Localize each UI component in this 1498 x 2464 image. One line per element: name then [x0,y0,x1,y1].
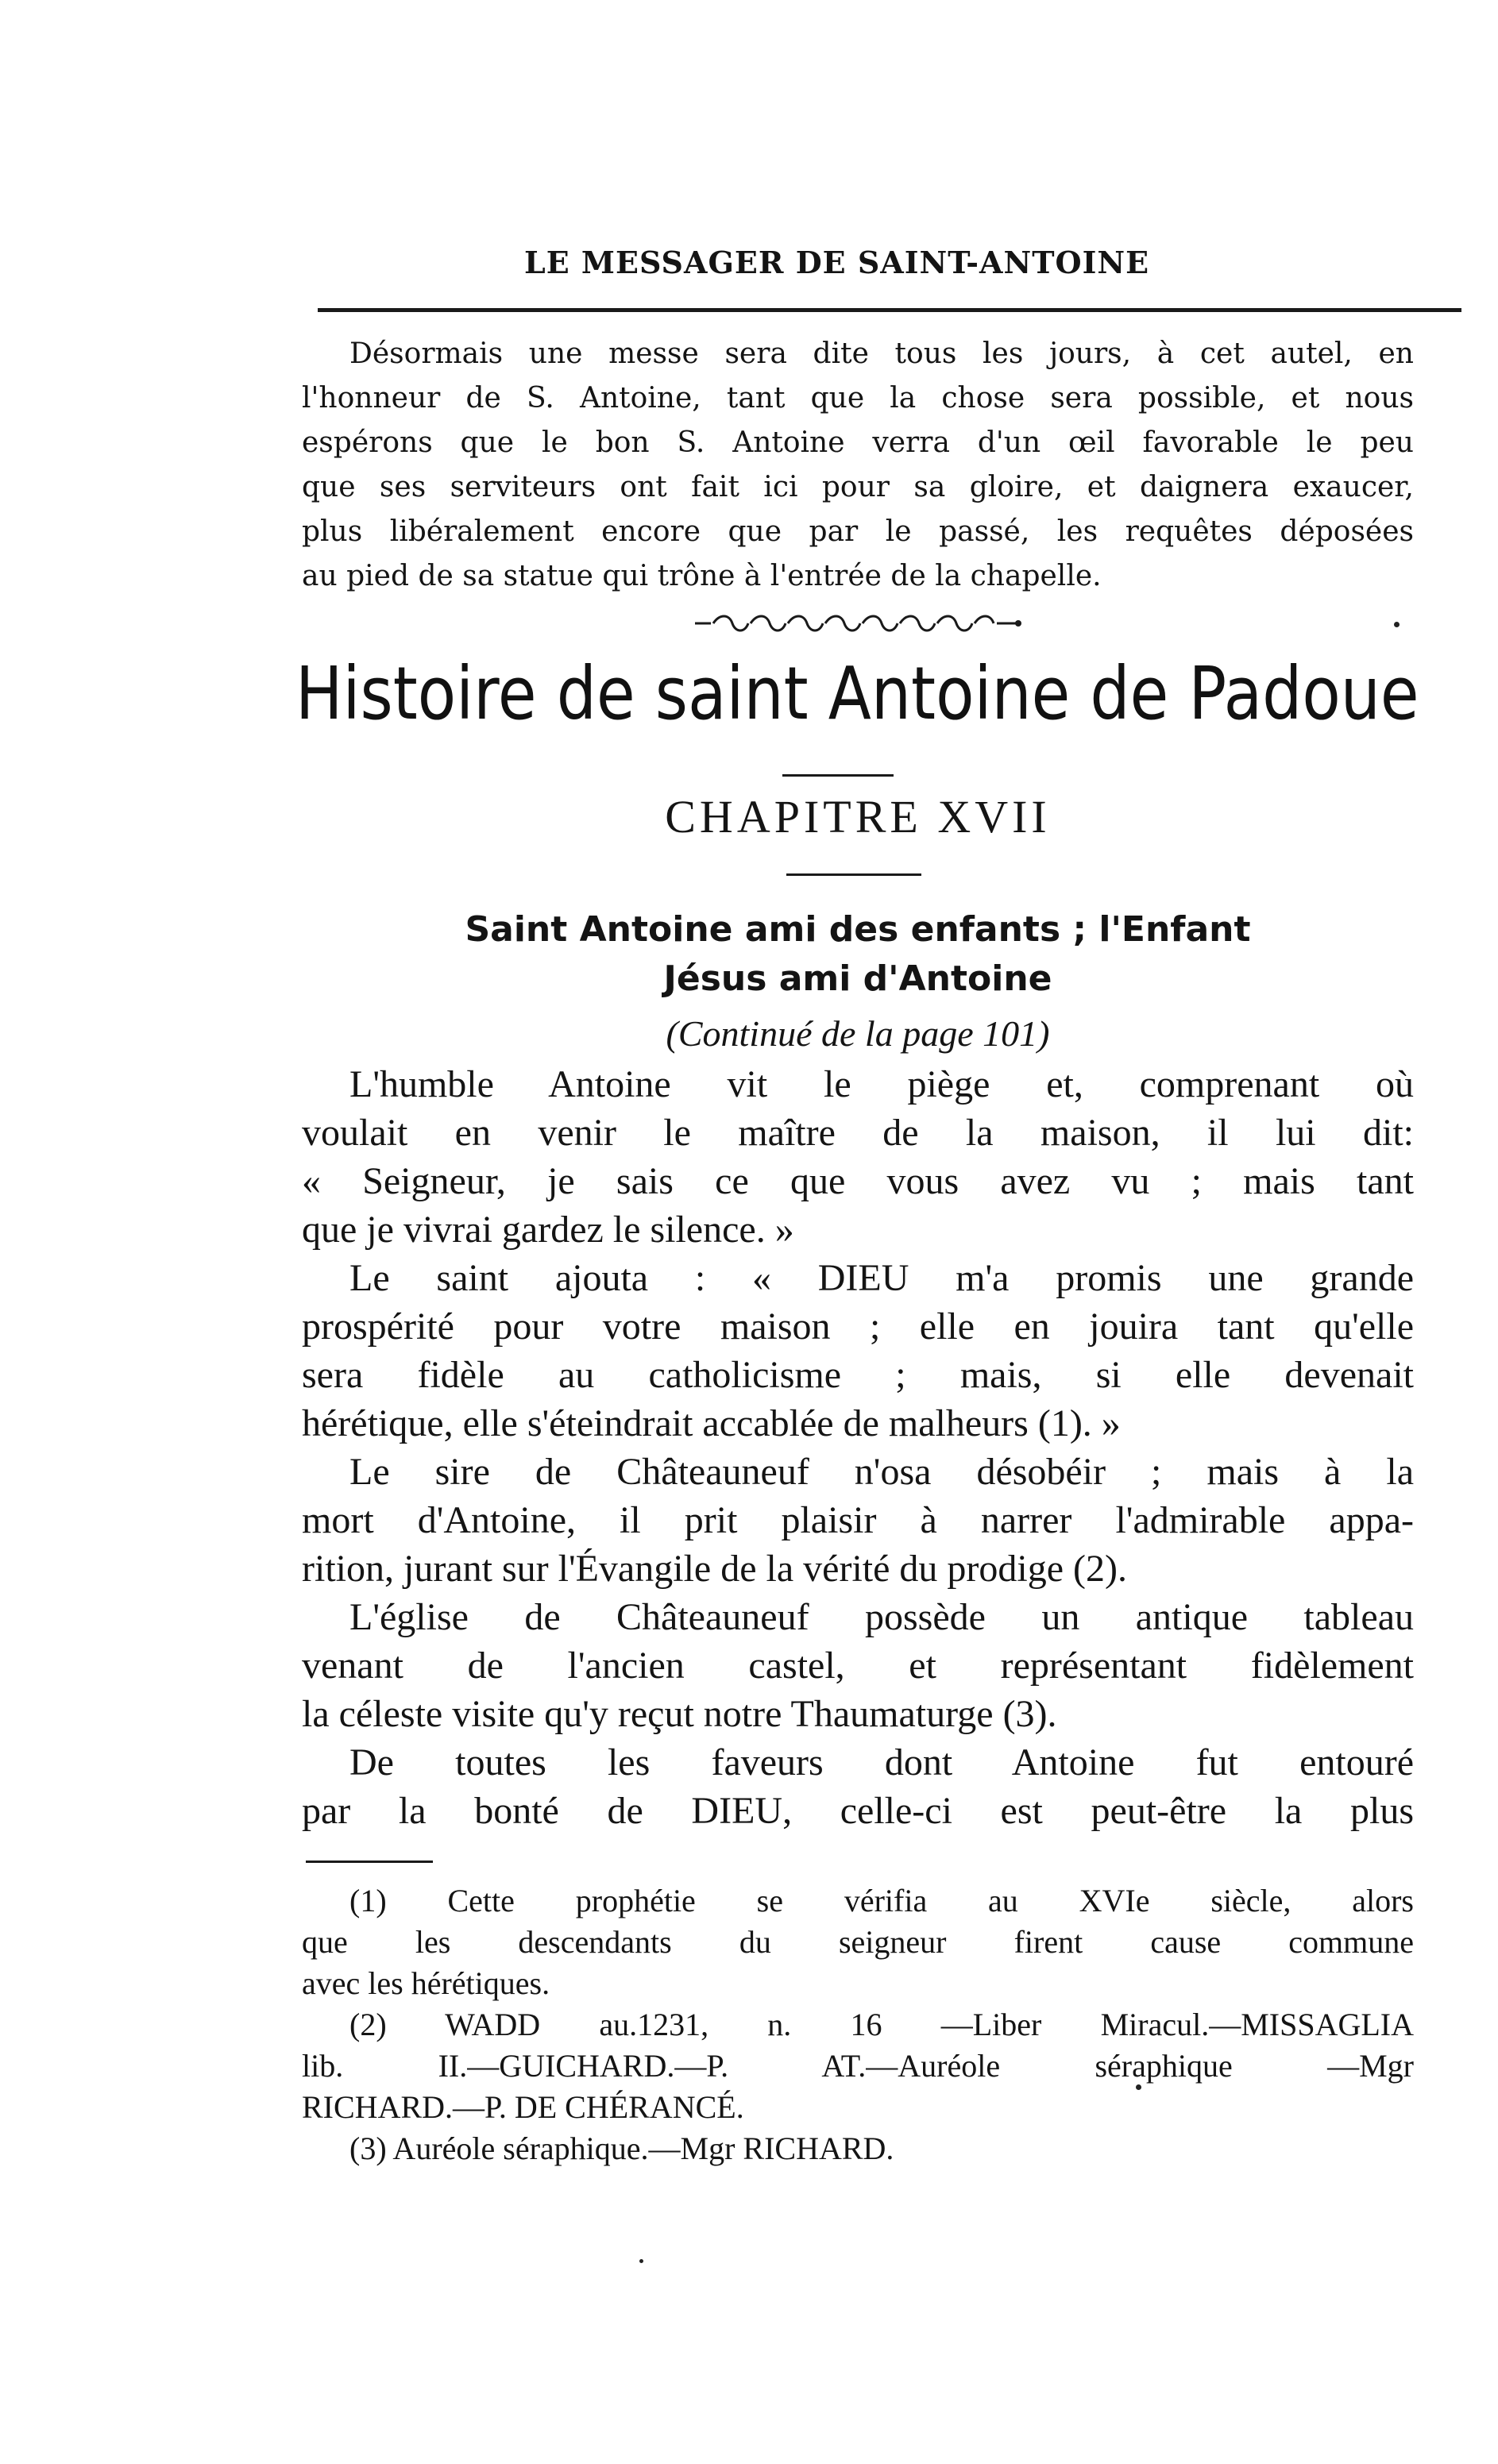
intro-paragraph [302,332,1414,599]
footnote-line: lib. II.—GUICHARD.—P. AT.—Auréole séraphique —Mgr [302,2048,1414,2084]
header-rule [318,308,1461,312]
body-line: que je vivrai gardez le silence. » [302,1209,794,1251]
footnote-line: (3) Auréole séraphique.—Mgr RICHARD. [349,2130,894,2166]
body-line: par la bonté de DIEU, celle-ci est peut-être la plus [302,1790,1414,1832]
main-text [302,1060,1414,1835]
intro-line: plus libéralement encore que par le passé, les requêtes déposées [302,515,1414,548]
chapter-rule [786,873,921,876]
body-line: hérétique, elle s'éteindrait accablée de malheurs (1). » [302,1402,1121,1444]
body-line: la céleste visite qu'y reçut notre Thaumaturge (3). [302,1693,1057,1735]
intro-line: espérons que le bon S. Antoine verra d'un œil favorable le peu [302,426,1414,459]
body-line: prospérité pour votre maison ; elle en jouira tant qu'elle [302,1305,1414,1348]
continued-note: (Continué de la page 101) [666,1013,1050,1054]
speck [1394,622,1400,627]
speck [639,2259,643,2263]
speck [1136,2084,1141,2090]
chapter-title-line: Jésus ami d'Antoine [663,958,1052,999]
footnote-line: que les descendants du seigneur firent cause commune [302,1924,1414,1960]
chapter-title [302,905,1414,1004]
body-line: Le sire de Châteauneuf n'osa désobéir ; mais à la [349,1451,1414,1493]
body-line: rition, jurant sur l'Évangile de la vérité du prodige (2). [302,1548,1128,1590]
footnote-line: RICHARD.—P. DE CHÉRANCÉ. [302,2089,744,2125]
title-rule [782,774,894,777]
footnote-line: (2) WADD au.1231, n. 16 —Liber Miracul.—MISSAGLIA [349,2007,1414,2042]
body-line: sera fidèle au catholicisme ; mais, si elle devenait [302,1354,1414,1396]
intro-line: au pied de sa statue qui trône à l'entrée de la chapelle. [302,560,1102,592]
footnote-line: (1) Cette prophétie se vérifia au XVIe siècle, alors [349,1883,1414,1918]
intro-line: que ses serviteurs ont fait ici pour sa gloire, et daignera exaucer, [302,471,1414,503]
body-line: voulait en venir le maître de la maison, il lui dit: [302,1112,1414,1154]
footnote-rule [306,1861,433,1863]
body-line: venant de l'ancien castel, et représentant fidèlement [302,1645,1414,1687]
ornamental-divider [691,611,1025,635]
body-line: De toutes les faveurs dont Antoine fut entouré [349,1741,1414,1783]
intro-line: Désormais une messe sera dite tous les jours, à cet autel, en [349,337,1414,370]
intro-line: l'honneur de S. Antoine, tant que la chose sera possible, et nous [302,382,1414,415]
chapter-title-line: Saint Antoine ami des enfants ; l'Enfant [465,909,1251,950]
body-line: mort d'Antoine, il prit plaisir à narrer l'admirable appa- [302,1499,1414,1541]
body-line: Le saint ajouta : « DIEU m'a promis une grande [349,1257,1414,1299]
body-line: L'humble Antoine vit le piège et, comprenant où [349,1063,1414,1105]
footnotes [302,1880,1414,2169]
history-title: Histoire de saint Antoine de Padoue [295,651,1419,736]
running-head: LE MESSAGER DE SAINT-ANTOINE [524,245,1150,280]
body-line: « Seigneur, je sais ce que vous avez vu ; mais tant [302,1160,1414,1202]
chapter-heading: CHAPITRE XVII [665,791,1051,843]
body-line: L'église de Châteauneuf possède un antique tableau [349,1596,1414,1638]
footnote-line: avec les hérétiques. [302,1965,550,2001]
